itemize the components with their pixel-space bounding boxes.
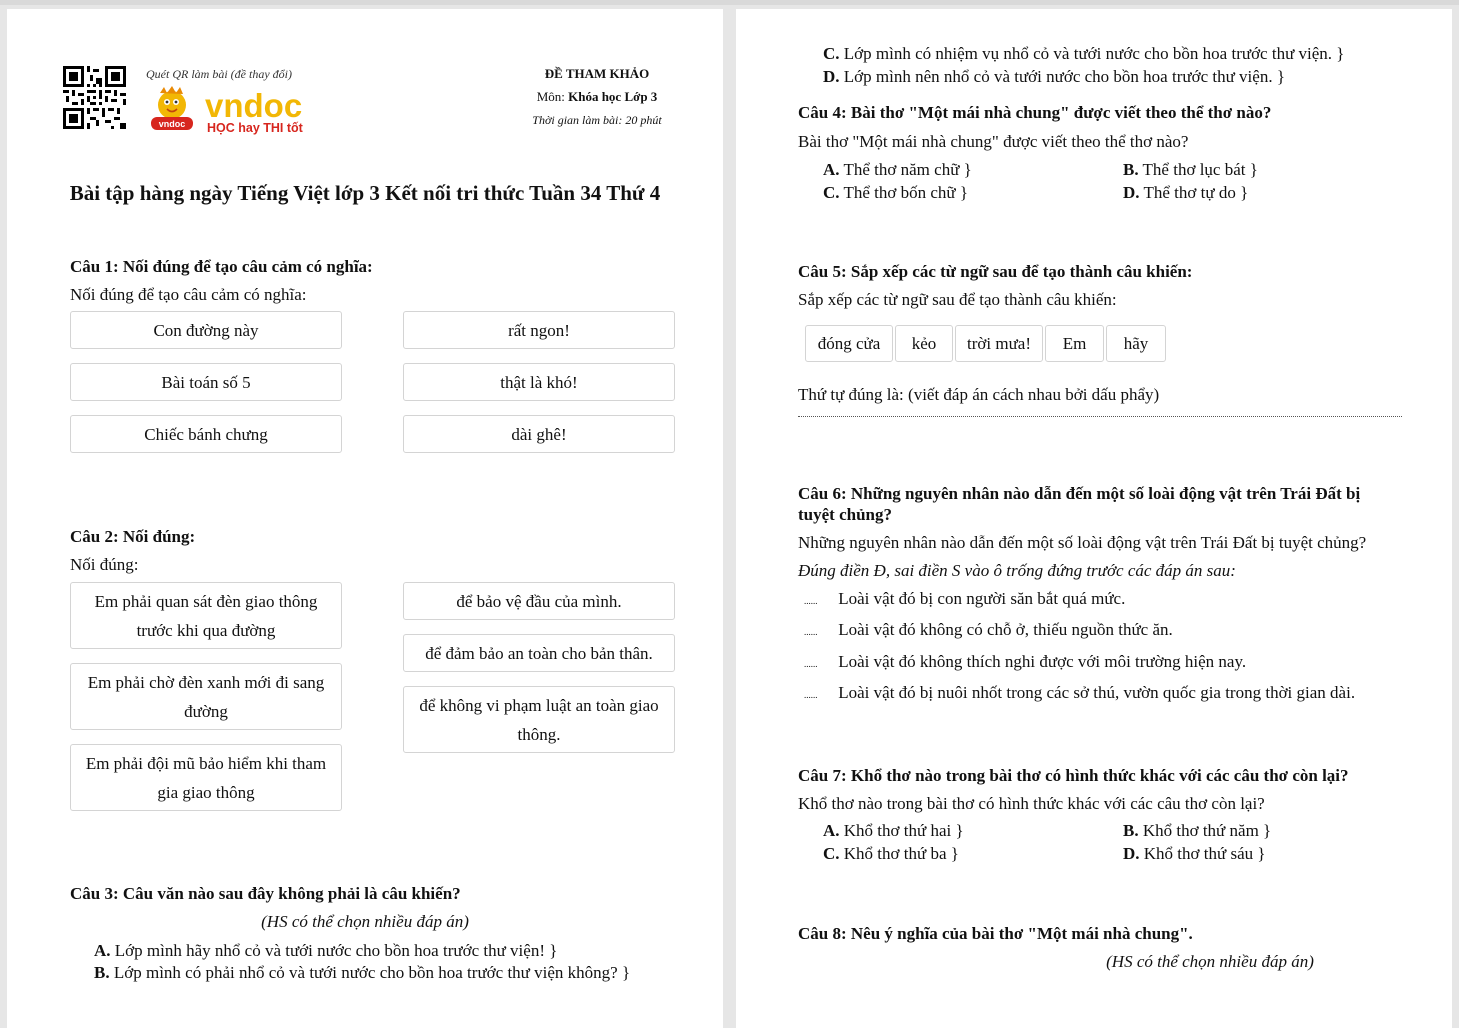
option-key: C. <box>823 183 840 202</box>
subject-label: Môn: <box>536 89 565 104</box>
q5-word-tile[interactable]: hãy <box>1106 325 1166 362</box>
q6-item[interactable] <box>804 683 1355 703</box>
logo-brand: vndoc <box>205 87 303 124</box>
q6-item-text: Loài vật đó không có chỗ ở, thiếu nguồn thức ăn. <box>838 620 1173 639</box>
option-key: C. <box>823 844 840 863</box>
q3-title: Câu 3: Câu văn nào sau đây không phải là câu khiến? <box>70 884 461 903</box>
option-key: D. <box>823 67 840 86</box>
q5-word-tile[interactable]: đóng cửa <box>805 325 893 362</box>
q2-prompt: Nối đúng: <box>70 555 139 574</box>
option-text: Khổ thơ thứ hai } <box>843 821 964 840</box>
q1-title: Câu 1: Nối đúng để tạo câu cảm có nghĩa: <box>70 257 373 276</box>
option-text: Thể thơ năm chữ } <box>843 160 972 179</box>
option-key: C. <box>823 44 840 63</box>
q4-option-b[interactable] <box>1123 160 1258 180</box>
q3-option-d[interactable] <box>823 67 1285 87</box>
q5-word-tile[interactable]: kẻo <box>895 325 953 362</box>
q5-answer-field[interactable] <box>798 416 1402 417</box>
q1-prompt: Nối đúng để tạo câu cảm có nghĩa: <box>70 285 307 304</box>
vndoc-logo <box>147 85 317 141</box>
q3-option-b[interactable] <box>94 963 630 983</box>
q6-item[interactable] <box>804 652 1246 672</box>
q6-title-continued: tuyệt chủng? <box>798 505 892 524</box>
option-text: Khổ thơ thứ ba } <box>843 844 959 863</box>
option-text: Lớp mình có nhiệm vụ nhổ cỏ và tưới nước cho bồn hoa trước thư viện. } <box>843 44 1345 63</box>
q5-word-tile[interactable]: trời mưa! <box>955 325 1043 362</box>
q6-instruction: Đúng điền Đ, sai điền S vào ô trống đứng trước các đáp án sau: <box>798 561 1236 580</box>
document-title: Bài tập hàng ngày Tiếng Việt lớp 3 Kết nối tri thức Tuần 34 Thứ 4 <box>69 181 661 205</box>
q7-option-a[interactable] <box>823 821 964 841</box>
q2-right-item[interactable]: để không vi phạm luật an toàn giao thông. <box>403 686 675 753</box>
q7-prompt: Khổ thơ nào trong bài thơ có hình thức khác với các câu thơ còn lại? <box>798 794 1265 813</box>
q4-option-a[interactable] <box>823 160 972 180</box>
option-key: D. <box>1123 844 1140 863</box>
option-key: B. <box>94 963 110 982</box>
q5-answer-label: Thứ tự đúng là: (viết đáp án cách nhau bởi dấu phẩy) <box>798 385 1160 404</box>
q6-blank[interactable]: ...... <box>804 690 818 700</box>
q3-option-a[interactable] <box>94 941 557 961</box>
time-limit: Thời gian làm bài: 20 phút <box>532 113 662 127</box>
option-text: Thể thơ tự do } <box>1143 183 1249 202</box>
q2-right-item[interactable]: để đảm bảo an toàn cho bản thân. <box>403 634 675 672</box>
q2-title: Câu 2: Nối đúng: <box>70 527 196 546</box>
q5-word-tile[interactable]: Em <box>1045 325 1104 362</box>
q6-title: Câu 6: Những nguyên nhân nào dẫn đến một số loài động vật trên Trái Đất bị <box>798 484 1361 503</box>
q3-note: (HS có thể chọn nhiều đáp án) <box>261 912 469 931</box>
option-key: B. <box>1123 160 1139 179</box>
q1-left-item[interactable]: Chiếc bánh chưng <box>70 415 342 453</box>
q6-item-text: Loài vật đó bị nuôi nhốt trong các sở thú, vườn quốc gia trong thời gian dài. <box>838 683 1356 702</box>
q6-blank[interactable]: ...... <box>804 627 818 637</box>
option-text: Khổ thơ thứ sáu } <box>1143 844 1266 863</box>
q1-left-item[interactable]: Bài toán số 5 <box>70 363 342 401</box>
option-text: Thể thơ lục bát } <box>1142 160 1258 179</box>
q4-option-d[interactable] <box>1123 183 1248 203</box>
q1-right-item[interactable]: rất ngon! <box>403 311 675 349</box>
q2-left-item[interactable]: Em phải đội mũ bảo hiểm khi tham gia giao thông <box>70 744 342 811</box>
q1-right-item[interactable]: dài ghê! <box>403 415 675 453</box>
q6-blank[interactable]: ...... <box>804 659 818 669</box>
q6-item-text: Loài vật đó không thích nghi được với môi trường hiện nay. <box>838 652 1247 671</box>
q2-right-item[interactable]: để bảo vệ đầu của mình. <box>403 582 675 620</box>
doc-type: ĐỀ THAM KHẢO <box>544 66 650 81</box>
q4-option-c[interactable] <box>823 183 968 203</box>
option-text: Thể thơ bốn chữ } <box>843 183 969 202</box>
option-text: Lớp mình nên nhổ cỏ và tưới nước cho bồn hoa trước thư viện. } <box>843 67 1285 86</box>
q5-prompt: Sắp xếp các từ ngữ sau để tạo thành câu khiến: <box>798 290 1117 309</box>
q6-item[interactable] <box>804 620 1173 640</box>
q4-title: Câu 4: Bài thơ "Một mái nhà chung" được viết theo thể thơ nào? <box>798 103 1272 122</box>
logo-tagline: HỌC hay THI tốt <box>207 121 303 135</box>
option-key: A. <box>823 160 840 179</box>
q7-title: Câu 7: Khổ thơ nào trong bài thơ có hình thức khác với các câu thơ còn lại? <box>798 766 1349 785</box>
option-key: A. <box>823 821 840 840</box>
page-right <box>736 9 1452 1028</box>
q7-option-c[interactable] <box>823 844 959 864</box>
option-key: D. <box>1123 183 1140 202</box>
q6-item[interactable] <box>804 589 1125 609</box>
qr-code-icon <box>63 66 126 129</box>
q6-blank[interactable]: ...... <box>804 596 818 606</box>
q3-option-c[interactable] <box>823 44 1344 64</box>
option-text: Lớp mình hãy nhổ cỏ và tưới nước cho bồn hoa trước thư viện! } <box>114 941 558 960</box>
q1-right-item[interactable]: thật là khó! <box>403 363 675 401</box>
q4-prompt: Bài thơ "Một mái nhà chung" được viết theo thể thơ nào? <box>798 132 1189 151</box>
q2-left-item[interactable]: Em phải quan sát đèn giao thông trước khi qua đường <box>70 582 342 649</box>
q7-option-d[interactable] <box>1123 844 1266 864</box>
q8-note: (HS có thể chọn nhiều đáp án) <box>1106 952 1314 971</box>
option-text: Lớp mình có phải nhổ cỏ và tưới nước cho bồn hoa trước thư viện không? } <box>113 963 631 982</box>
subject-line <box>497 89 697 105</box>
q6-prompt: Những nguyên nhân nào dẫn đến một số loài động vật trên Trái Đất bị tuyệt chủng? <box>798 533 1367 552</box>
option-key: B. <box>1123 821 1139 840</box>
qr-caption: Quét QR làm bài (đề thay đổi) <box>146 67 292 81</box>
q2-left-item[interactable]: Em phải chờ đèn xanh mới đi sang đường <box>70 663 342 730</box>
option-key: A. <box>94 941 111 960</box>
option-text: Khổ thơ thứ năm } <box>1142 821 1272 840</box>
q5-title: Câu 5: Sắp xếp các từ ngữ sau để tạo thành câu khiến: <box>798 262 1193 281</box>
subject-value: Khóa học Lớp 3 <box>568 89 658 104</box>
top-edge <box>0 0 1459 5</box>
q6-item-text: Loài vật đó bị con người săn bắt quá mức. <box>838 589 1126 608</box>
q8-title: Câu 8: Nêu ý nghĩa của bài thơ "Một mái nhà chung". <box>798 924 1193 943</box>
q1-left-item[interactable]: Con đường này <box>70 311 342 349</box>
q7-option-b[interactable] <box>1123 821 1271 841</box>
logo-badge: vndoc <box>158 119 186 129</box>
page-left <box>7 9 723 1028</box>
